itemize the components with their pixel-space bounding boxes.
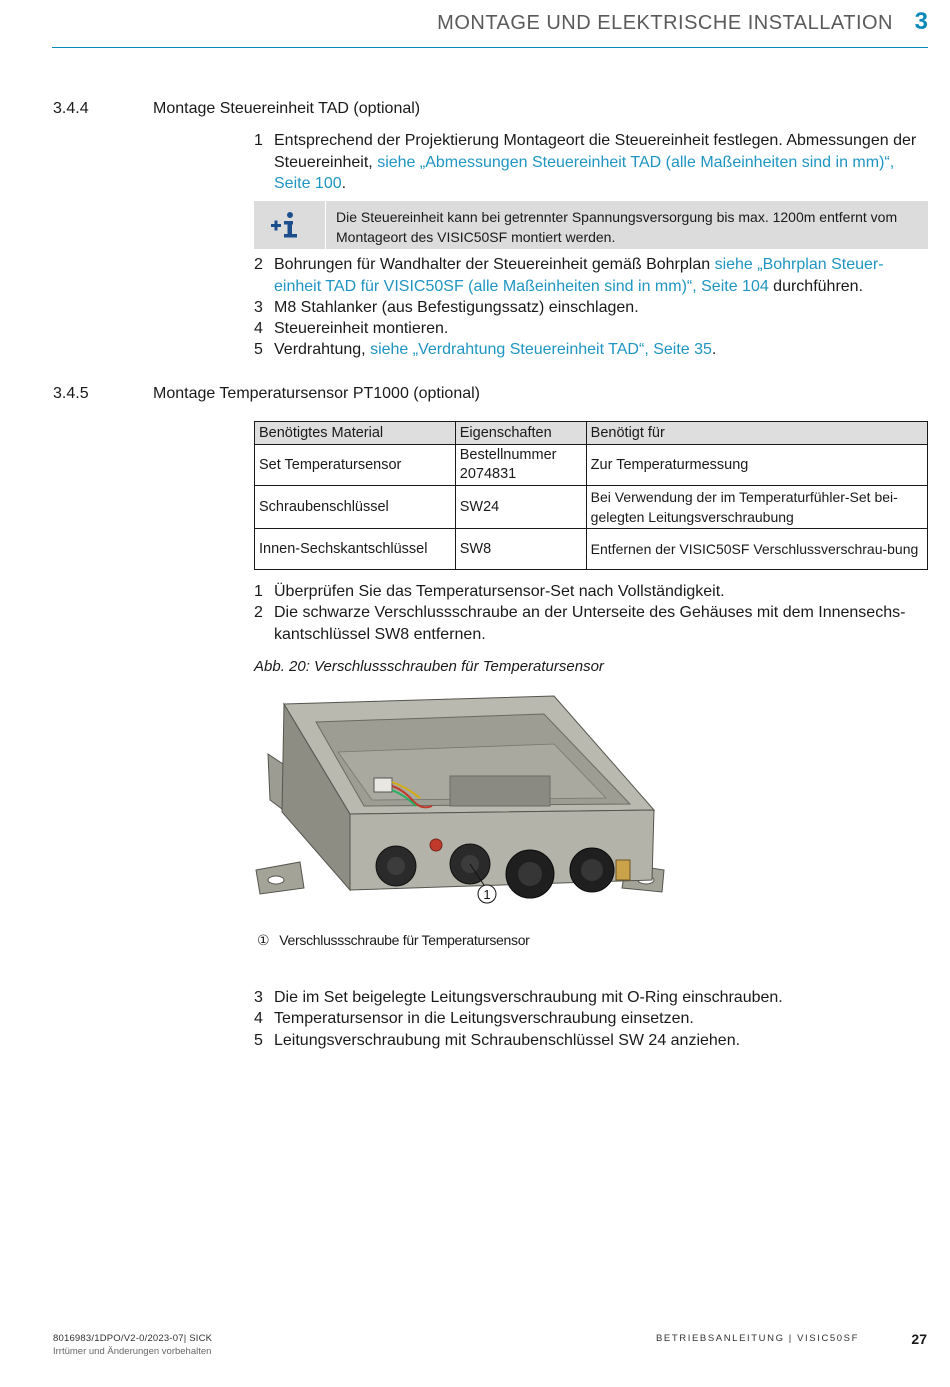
step-text: Leitungsverschraubung mit Schraubenschlüssel SW 24 anziehen. <box>274 1032 741 1049</box>
step-text: M8 Stahlanker (aus Befestigungssatz) einschlagen. <box>274 299 639 316</box>
step-text: Temperatursensor in die Leitungsverschraubung einsetzen. <box>274 1010 694 1027</box>
table-cell: SW8 <box>455 529 586 570</box>
running-header-title: MONTAGE UND ELEKTRISCHE INSTALLATION <box>437 12 893 34</box>
step-item <box>254 602 928 645</box>
section-title: Montage Temperatursensor PT1000 (optional) <box>153 385 480 402</box>
cross-reference-link[interactable]: siehe „Bohrplan Steuer-einheit TAD für VISIC50SF (alle Maßeinheiten sind in mm)“, Seite 104 <box>274 256 884 295</box>
step-number: 5 <box>254 341 263 358</box>
note-text: Die Steuereinheit kann bei getrennter Spannungsversorgung bis max. 1200m entfernt vom Montageort des VISIC50SF montiert werden. <box>336 209 898 245</box>
step-text: Die im Set beigelegte Leitungsverschraubung mit O-Ring einschrauben. <box>274 989 783 1006</box>
step-number: 5 <box>254 1032 263 1049</box>
step-item <box>254 1030 928 1052</box>
info-plus-icon <box>270 211 300 239</box>
step-number: 4 <box>254 1010 263 1027</box>
footer-document-id: 8016983/1DPO/V2-0/2023-07| SICK <box>53 1333 213 1344</box>
legend-text: Verschlussschraube für Temperatursensor <box>279 932 530 948</box>
step-item <box>254 297 928 319</box>
section-number: 3.4.4 <box>53 100 89 117</box>
column-header: Benötigtes Material <box>255 422 456 445</box>
cross-reference-link[interactable]: siehe „Verdrahtung Steuereinheit TAD“, Seite 35 <box>370 341 712 358</box>
column-header: Benötigt für <box>586 422 927 445</box>
step-text: Bohrungen für Wandhalter der Steuereinheit gemäß Bohrplan siehe „Bohrplan Steuer-einheit TAD für VISIC50SF (alle Maßeinheiten sind in mm)“, Seite 104 durchführen. <box>274 256 884 295</box>
step-item <box>254 581 928 603</box>
step-item <box>254 1008 928 1030</box>
status-led <box>430 839 442 851</box>
step-text: Die schwarze Verschlussschraube an der Unterseite des Gehäuses mit dem Innensechs-kantschlüssel SW8 entfernen. <box>274 604 906 643</box>
step-number: 1 <box>254 132 263 149</box>
section-number: 3.4.5 <box>53 385 89 402</box>
gland-center <box>518 862 542 886</box>
info-note <box>254 201 928 249</box>
table-cell: Innen-Sechskantschlüssel <box>255 529 456 570</box>
section-title: Montage Steuereinheit TAD (optional) <box>153 100 421 117</box>
chapter-number: 3 <box>914 8 928 35</box>
figure-legend <box>257 932 530 949</box>
table-row <box>255 486 928 529</box>
step-item <box>254 254 928 297</box>
table-cell: Bei Verwendung der im Temperaturfühler-Set bei-gelegten Leitungsverschraubung <box>586 486 927 529</box>
footer-disclaimer: Irrtümer und Änderungen vorbehalten <box>53 1346 212 1357</box>
table-cell: Zur Temperaturmessung <box>586 445 927 486</box>
step-number: 1 <box>254 583 263 600</box>
mounting-hole <box>268 876 284 884</box>
table-cell: Bestellnummer 2074831 <box>455 445 586 486</box>
pressure-element <box>616 860 630 880</box>
cross-reference-link[interactable]: siehe „Abmessungen Steuereinheit TAD (alle Maßeinheiten sind in mm)“, Seite 100 <box>274 153 895 192</box>
step-number: 2 <box>254 256 263 273</box>
step-item <box>254 318 928 340</box>
table-row <box>255 445 928 486</box>
page-number: 27 <box>911 1331 927 1347</box>
callout-number: 1 <box>483 887 491 902</box>
step-text: Steuereinheit montieren. <box>274 320 449 337</box>
footer-manual-title: BETRIEBSANLEITUNG | VISIC50SF <box>656 1333 860 1344</box>
step-number: 3 <box>254 299 263 316</box>
figure-caption: Abb. 20: Verschlussschrauben für Temperatursensor <box>254 658 604 675</box>
table-cell: Set Temperatursensor <box>255 445 456 486</box>
table-cell: Schraubenschlüssel <box>255 486 456 529</box>
step-number: 3 <box>254 989 263 1006</box>
materials-table <box>254 421 928 570</box>
gland-center <box>387 857 405 875</box>
label-plate <box>450 776 550 806</box>
gland-center <box>581 859 603 881</box>
header-divider <box>52 47 928 48</box>
note-icon-box <box>254 201 326 249</box>
step-item <box>254 130 928 195</box>
legend-marker: ① <box>257 932 270 948</box>
table-cell: SW24 <box>455 486 586 529</box>
table-cell: Entfernen der VISIC50SF Verschlussverschrau-bung <box>586 529 927 570</box>
step-item <box>254 987 928 1009</box>
step-text: Verdrahtung, siehe „Verdrahtung Steuereinheit TAD“, Seite 35. <box>274 341 717 358</box>
step-number: 2 <box>254 604 263 621</box>
enclosure-illustration <box>254 694 674 914</box>
table-header-row <box>255 422 928 445</box>
step-text: Überprüfen Sie das Temperatursensor-Set nach Vollständigkeit. <box>274 583 725 600</box>
step-item <box>254 339 928 361</box>
step-number: 4 <box>254 320 263 337</box>
column-header: Eigenschaften <box>455 422 586 445</box>
terminal-block <box>374 778 392 792</box>
step-text: Entsprechend der Projektierung Montageort die Steuereinheit festlegen. Abmessungen der Steuereinheit, siehe „Abmessungen Steuereinheit TAD (alle Maßeinheiten sind in mm)“, Seite 100. <box>274 132 917 192</box>
table-row <box>255 529 928 570</box>
